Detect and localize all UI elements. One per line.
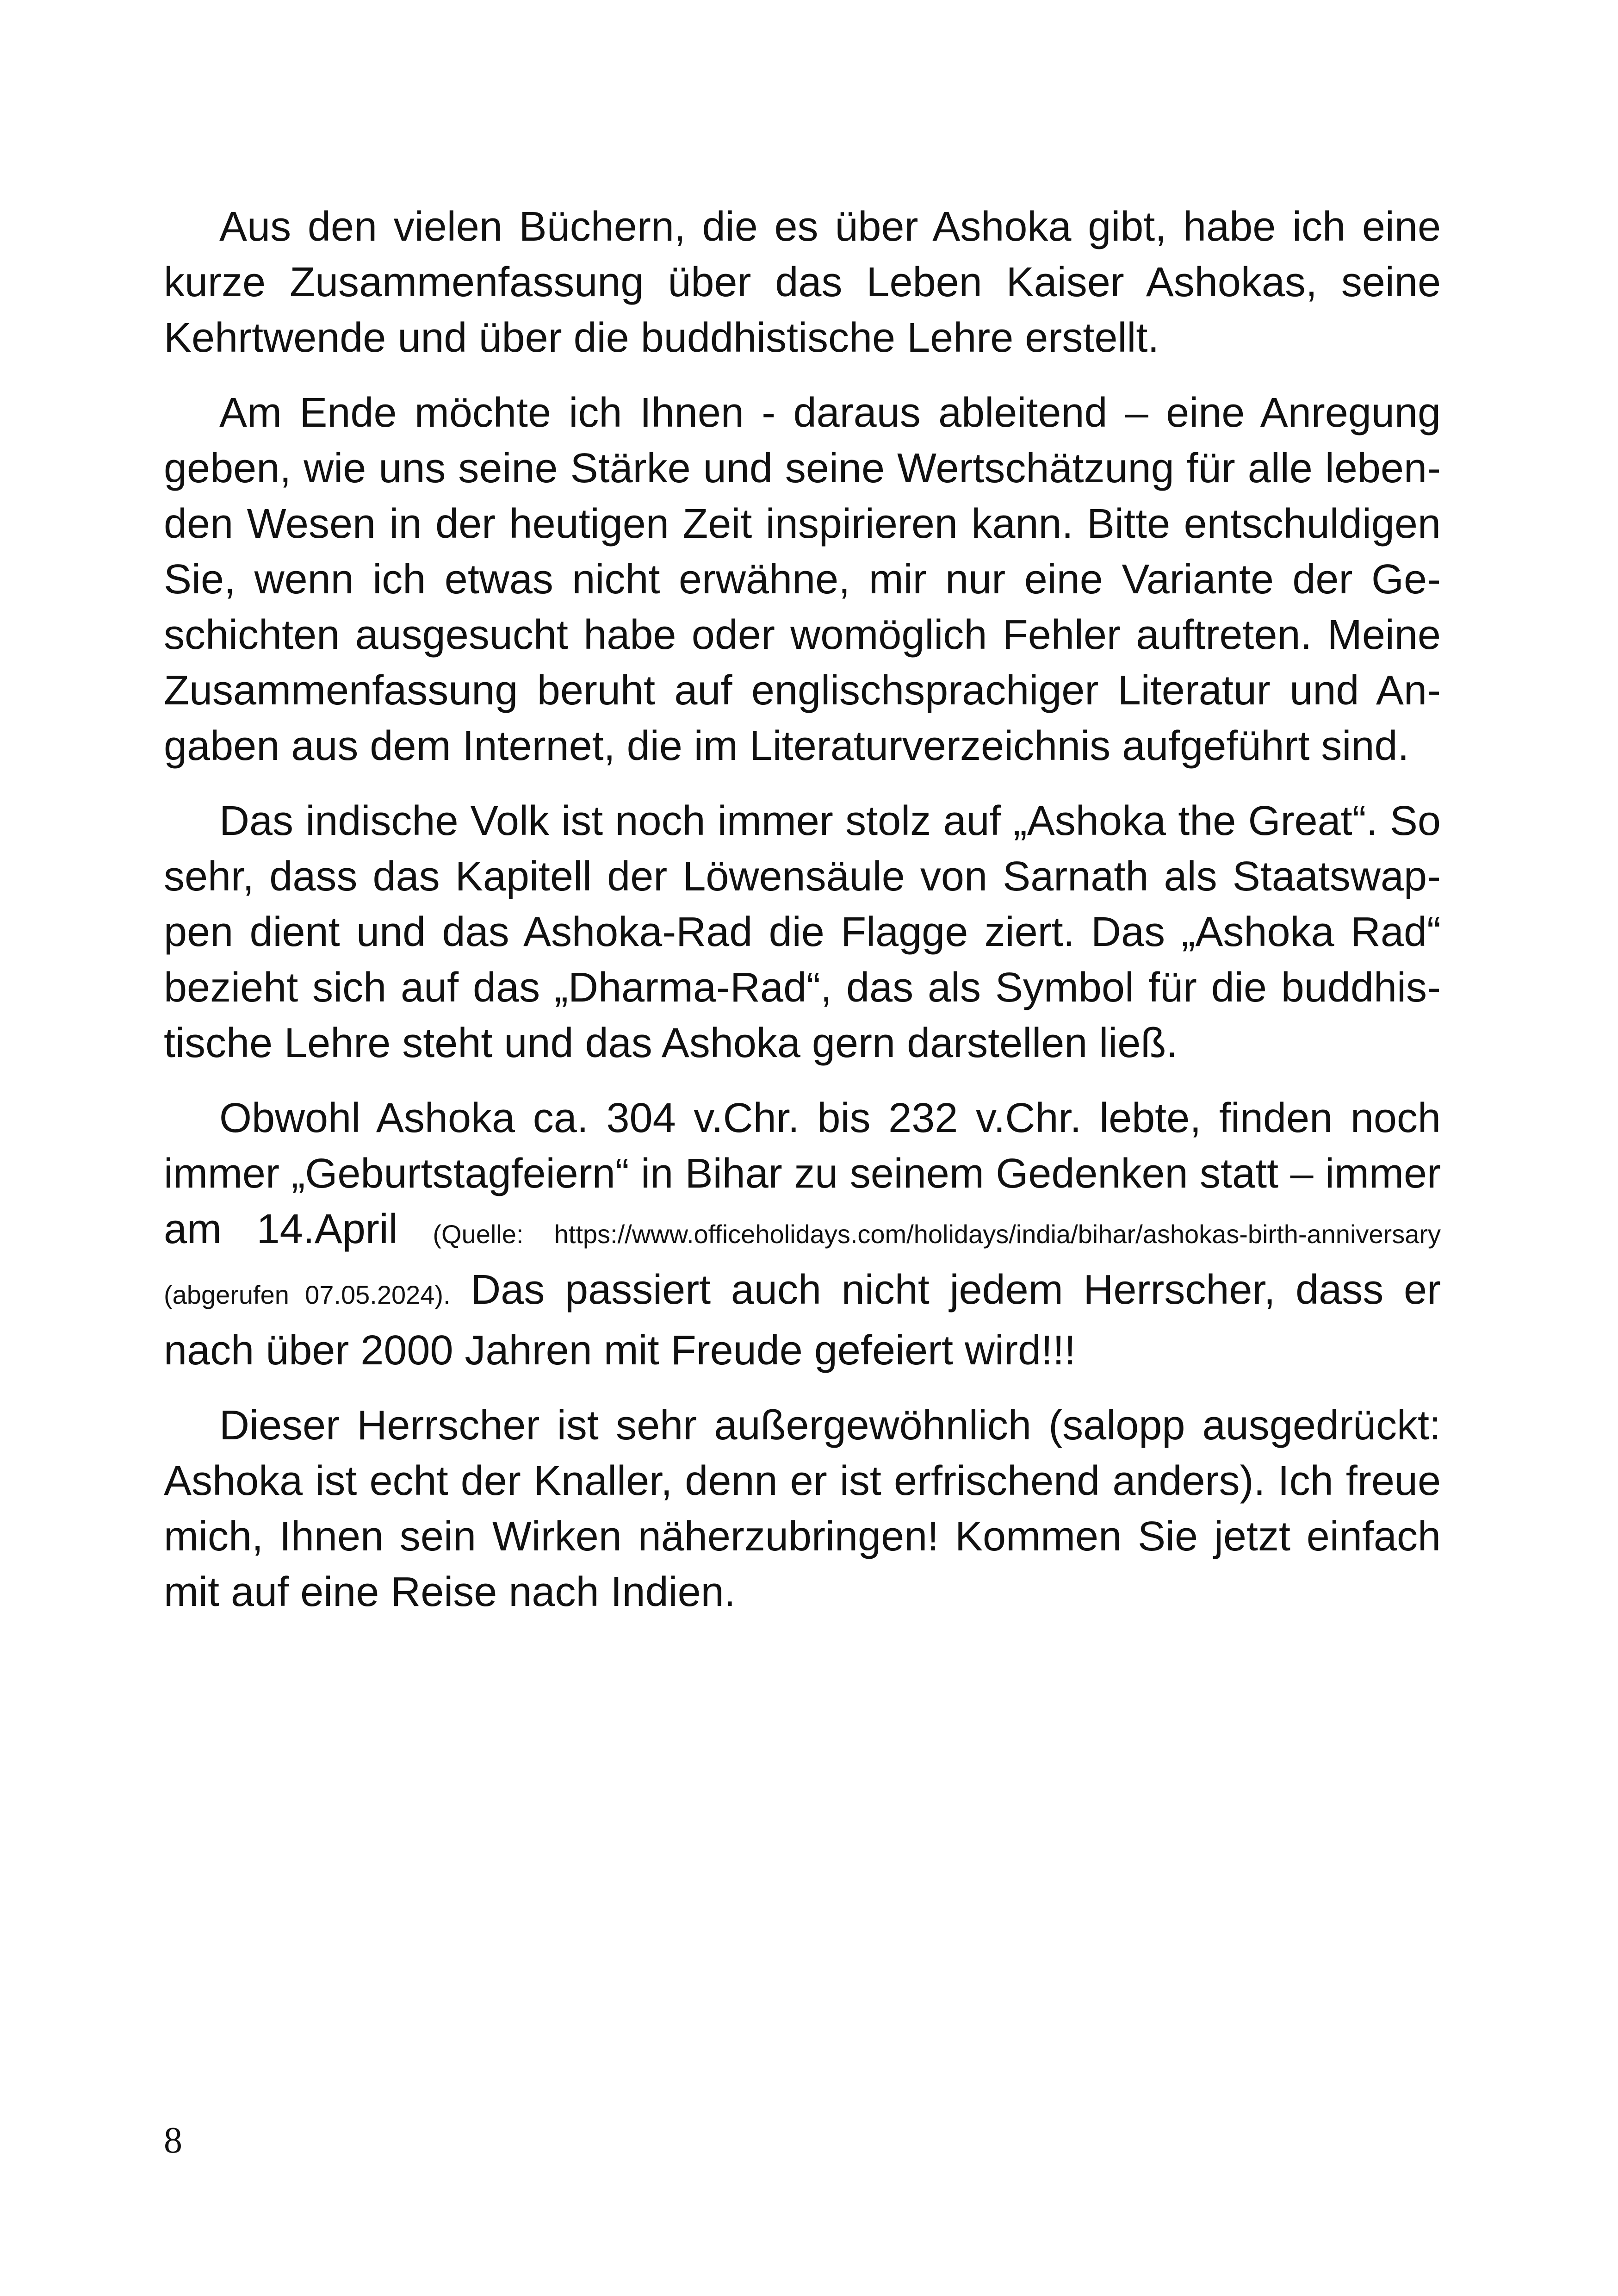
source-citation: (Quelle: https://www.officeholidays.com/holidays/india/bihar/ashokas-birth-anniversary (abgerufen 07.05.2024).	[164, 1220, 1441, 1309]
paragraph-1: Aus den vielen Büchern, die es über Ashoka gibt, habe ich eine kurze Zusammenfassung über das Leben Kaiser Ashokas, seine Kehrtwende und über die buddhistische Lehre erstellt.	[164, 204, 1441, 361]
page-number: 8	[164, 2120, 182, 2161]
body-text	[164, 199, 1441, 1639]
paragraph-5: Dieser Herrscher ist sehr außergewöhnlich (salopp ausgedrückt: Ashoka ist echt der Knaller, denn er ist erfrischend anders). Ich freue mich, Ihnen sein Wirken näherzubringen! Kommen Sie jetzt einfach mit auf eine Reise nach Indien.	[164, 1402, 1441, 1615]
paragraph-2: Am Ende möchte ich Ihnen - daraus ableitend – eine Anregung geben, wie uns seine Stärke und seine Wertschätzung für alle lebenden Wesen in der heutigen Zeit inspirieren kann. Bitte entschuldigen Sie, wenn ich etwas nicht erwähne, mir nur eine Variante der Geschichten ausgesucht habe oder womöglich Fehler auftreten. Meine Zusammenfassung beruht auf englischsprachiger Literatur und Angaben aus dem Internet, die im Literaturverzeichnis aufgeführt sind.	[164, 390, 1441, 769]
paragraph-4-text-after: Das passiert auch nicht jedem Herrscher, dass er nach über 2000 Jahren mit Freude gefeiert wird!!!	[164, 1267, 1441, 1374]
paragraph-4	[164, 1090, 1441, 1378]
paragraph-3: Das indische Volk ist noch immer stolz auf „Ashoka the Great“. So sehr, dass das Kapitell der Löwensäule von Sarnath als Staatswappen dient und das Ashoka-Rad die Flagge ziert. Das „Ashoka Rad“ bezieht sich auf das „Dharma-Rad“, das als Symbol für die buddhistische Lehre steht und das Ashoka gern darstellen ließ.	[164, 798, 1441, 1066]
paragraph-4-text-before: Obwohl Ashoka ca. 304 v.Chr. bis 232 v.Chr. lebte, finden noch immer „Geburtstagfeiern“ in Bihar zu seinem Gedenken statt – immer am 14.April	[164, 1095, 1441, 1252]
